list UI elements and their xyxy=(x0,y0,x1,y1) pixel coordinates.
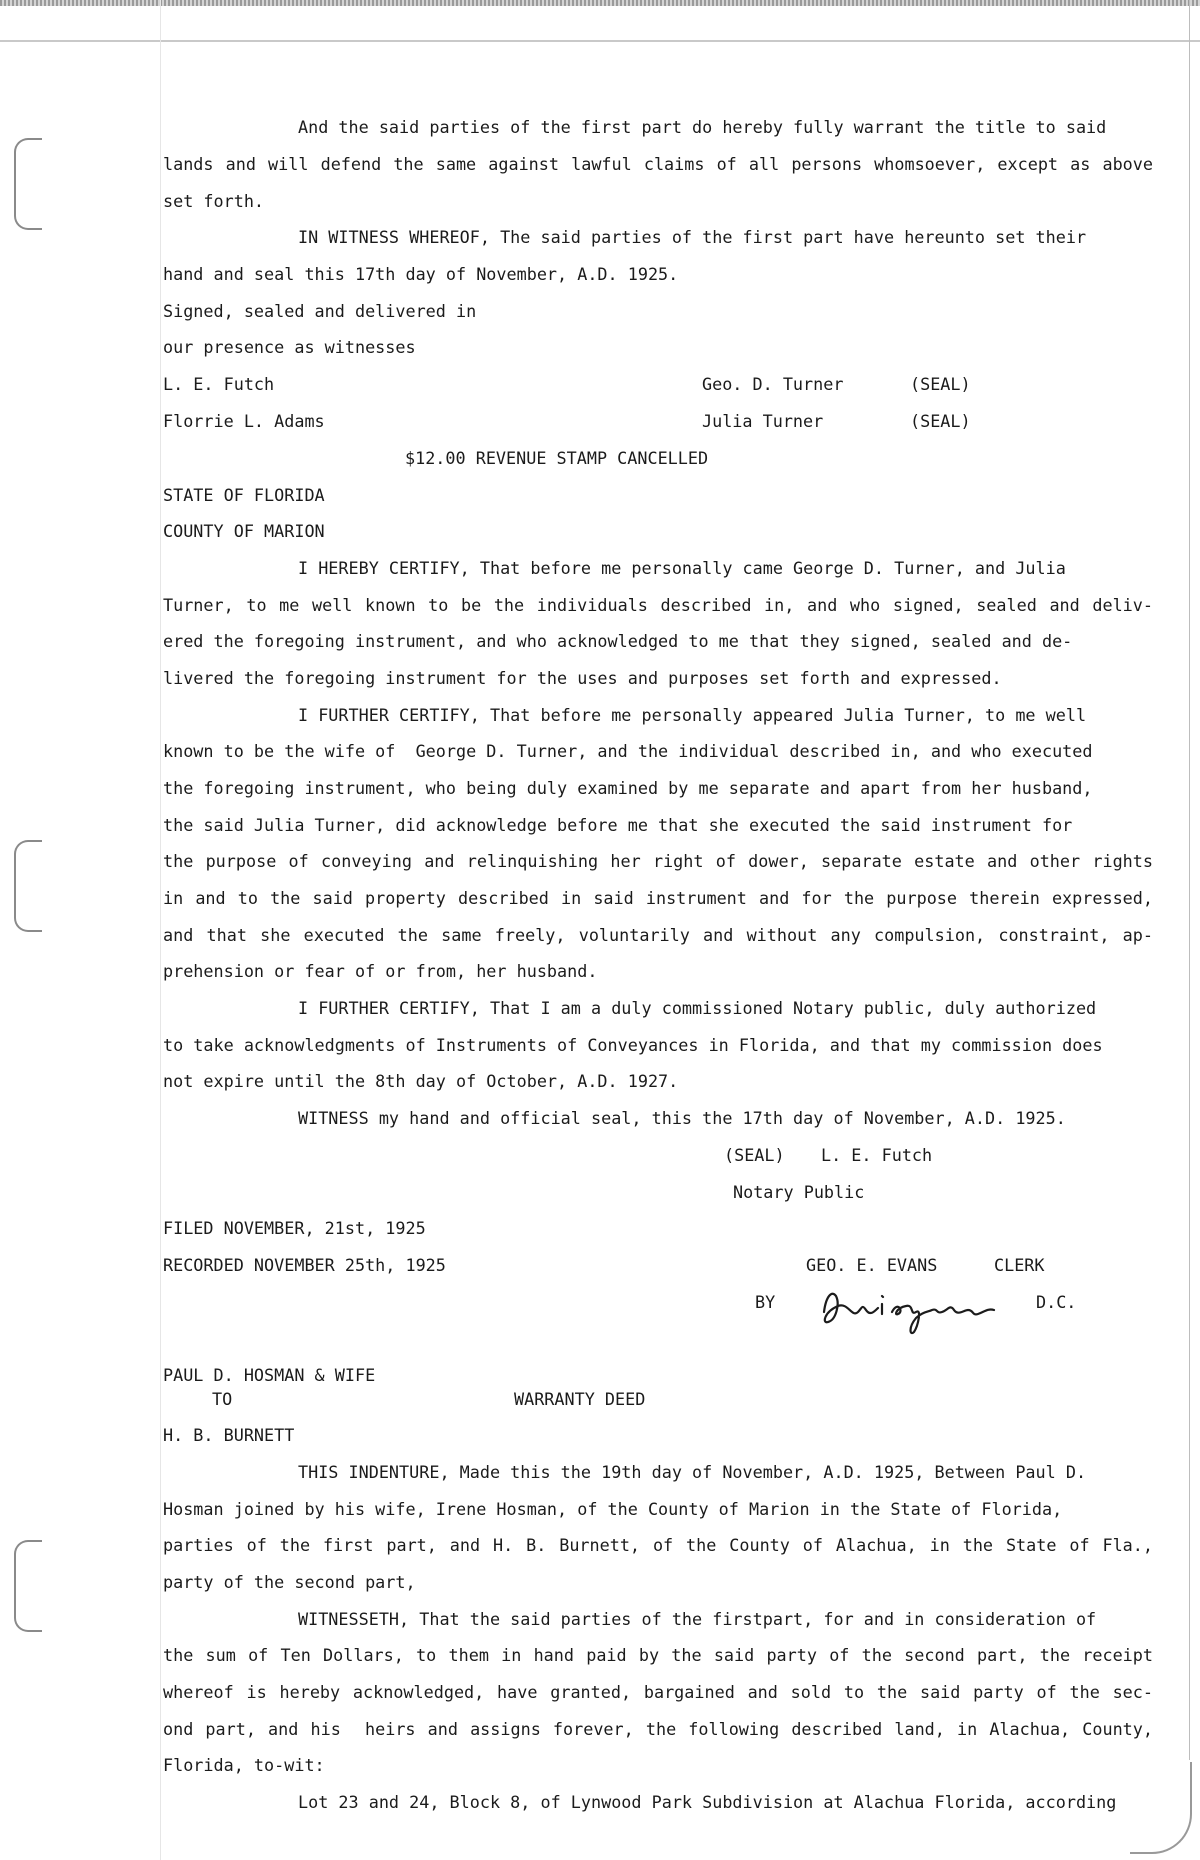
body-line: parties of the first part, and H. B. Burnett, of the County of Alachua, in the State of Fla., xyxy=(163,1535,1153,1555)
notary-seal: (SEAL) xyxy=(724,1145,785,1165)
grantor-name: Geo. D. Turner xyxy=(702,374,844,394)
body-line: set forth. xyxy=(163,191,265,211)
left-margin-line xyxy=(160,0,161,1860)
body-line: ered the foregoing instrument, and who acknowledged to me that they signed, sealed and de- xyxy=(163,631,1073,651)
body-line: prehension or fear of or from, her husband. xyxy=(163,961,598,981)
body-line: IN WITNESS WHEREOF, The said parties of the first part have hereunto set their xyxy=(298,227,1087,247)
venue-county: COUNTY OF MARION xyxy=(163,521,325,541)
seal-mark: (SEAL) xyxy=(910,374,971,394)
body-line: ond part, and his heirs and assigns forever, the following described land, in Alachua, County, xyxy=(163,1719,1153,1739)
next-deed-grantee: H. B. BURNETT xyxy=(163,1425,295,1445)
witness-name: L. E. Futch xyxy=(163,374,275,394)
body-line: lands and will defend the same against lawful claims of all persons whomsoever, except as above xyxy=(163,154,1153,174)
body-line: the said Julia Turner, did acknowledge before me that she executed the said instrument for xyxy=(163,815,1073,835)
notary-name: L. E. Futch xyxy=(821,1145,933,1165)
body-line: party of the second part, xyxy=(163,1572,416,1592)
body-line: our presence as witnesses xyxy=(163,337,416,357)
clerk-name: GEO. E. EVANS xyxy=(806,1255,938,1275)
witness-name: Florrie L. Adams xyxy=(163,411,325,431)
by-label: BY xyxy=(755,1292,776,1312)
body-line: Florida, to-wit: xyxy=(163,1755,325,1775)
revenue-stamp-note: $12.00 REVENUE STAMP CANCELLED xyxy=(405,448,709,468)
body-line: Signed, sealed and delivered in xyxy=(163,301,477,321)
clerk-title: CLERK xyxy=(994,1255,1045,1275)
body-line: the purpose of conveying and relinquishing her right of dower, separate estate and other rights xyxy=(163,851,1153,871)
body-line: I FURTHER CERTIFY, That before me personally appeared Julia Turner, to me well xyxy=(298,705,1087,725)
body-line: livered the foregoing instrument for the uses and purposes set forth and expressed. xyxy=(163,668,1002,688)
body-line: in and to the said property described in said instrument and for the purpose therein expressed, xyxy=(163,888,1153,908)
body-line: WITNESSETH, That the said parties of the firstpart, for and in consideration of xyxy=(298,1609,1097,1629)
body-line: and that she executed the same freely, voluntarily and without any compulsion, constraint, ap- xyxy=(163,925,1153,945)
grantor-name: Julia Turner xyxy=(702,411,824,431)
body-line: And the said parties of the first part do hereby fully warrant the title to said xyxy=(298,117,1107,137)
page-top-edge xyxy=(0,0,1200,6)
seal-mark: (SEAL) xyxy=(910,411,971,431)
venue-state: STATE OF FLORIDA xyxy=(163,485,325,505)
page-right-edge xyxy=(1189,0,1190,1760)
page-top-rule xyxy=(0,40,1200,42)
body-line: WITNESS my hand and official seal, this the 17th day of November, A.D. 1925. xyxy=(298,1108,1066,1128)
next-deed-grantor: PAUL D. HOSMAN & WIFE xyxy=(163,1365,376,1385)
binder-hole-icon xyxy=(14,1540,42,1632)
body-line: I FURTHER CERTIFY, That I am a duly commissioned Notary public, duly authorized xyxy=(298,998,1097,1018)
deputy-signature xyxy=(818,1282,1008,1336)
body-line: THIS INDENTURE, Made this the 19th day of November, A.D. 1925, Between Paul D. xyxy=(298,1462,1087,1482)
body-line: Hosman joined by his wife, Irene Hosman, of the County of Marion in the State of Florida, xyxy=(163,1499,1063,1519)
body-line: the foregoing instrument, who being duly examined by me separate and apart from her husband, xyxy=(163,778,1093,798)
notary-title: Notary Public xyxy=(733,1182,865,1202)
binder-hole-icon xyxy=(14,138,42,230)
deputy-clerk-abbr: D.C. xyxy=(1036,1292,1077,1312)
body-line: hand and seal this 17th day of November, A.D. 1925. xyxy=(163,264,679,284)
body-line: the sum of Ten Dollars, to them in hand paid by the said party of the second part, the receipt xyxy=(163,1645,1153,1665)
body-line: not expire until the 8th day of October, A.D. 1927. xyxy=(163,1071,679,1091)
body-line: Lot 23 and 24, Block 8, of Lynwood Park Subdivision at Alachua Florida, according xyxy=(298,1792,1117,1812)
body-line: whereof is hereby acknowledged, have granted, bargained and sold to the said party of the sec- xyxy=(163,1682,1153,1702)
body-line: I HEREBY CERTIFY, That before me personally came George D. Turner, and Julia xyxy=(298,558,1066,578)
next-deed-to: TO xyxy=(212,1389,233,1409)
body-line: Turner, to me well known to be the individuals described in, and who signed, sealed and deliv- xyxy=(163,595,1153,615)
filed-date: FILED NOVEMBER, 21st, 1925 xyxy=(163,1218,426,1238)
binder-hole-icon xyxy=(14,840,42,932)
body-line: to take acknowledgments of Instruments of Conveyances in Florida, and that my commission does xyxy=(163,1035,1103,1055)
body-line: known to be the wife of George D. Turner, and the individual described in, and who executed xyxy=(163,741,1093,761)
next-deed-type: WARRANTY DEED xyxy=(514,1389,646,1409)
recorded-date: RECORDED NOVEMBER 25th, 1925 xyxy=(163,1255,446,1275)
